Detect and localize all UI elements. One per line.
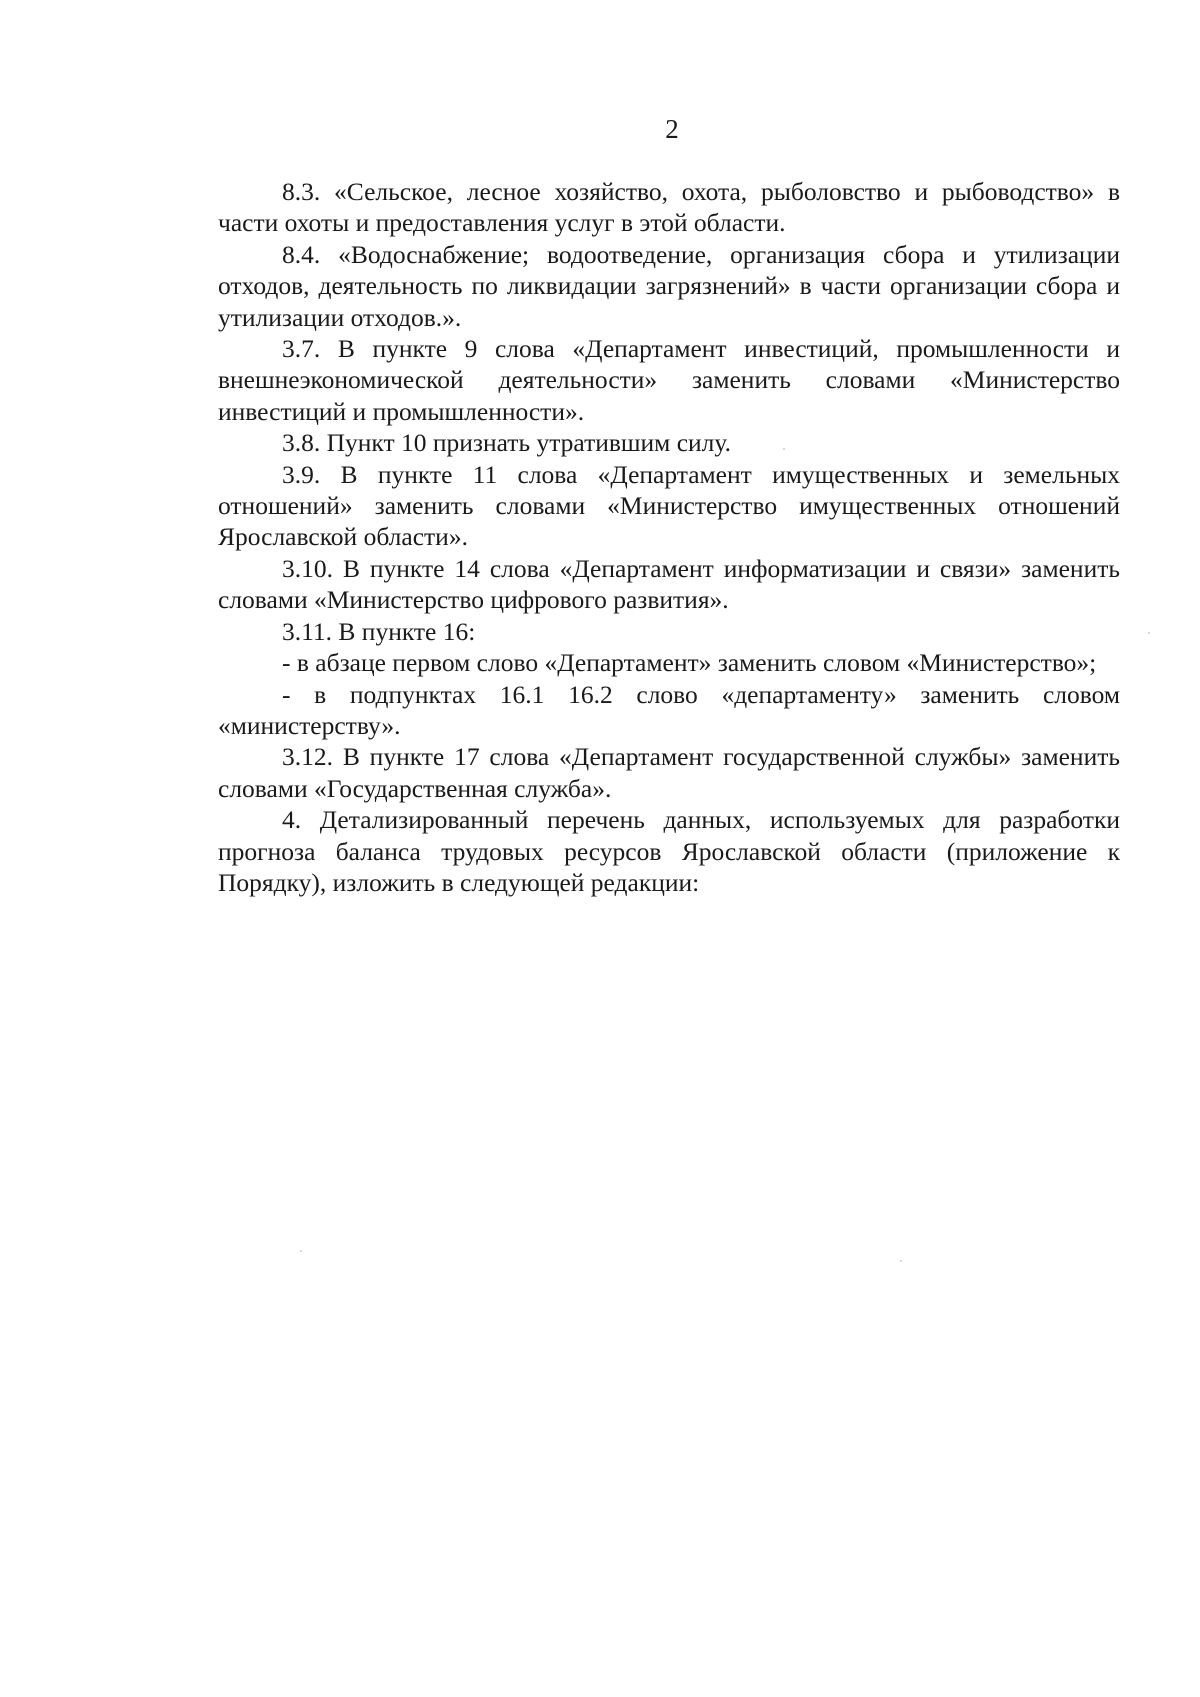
paragraph-3-9: 3.9. В пункте 11 слова «Департамент имущественных и земельных отношений» заменить словами «Министерство имущественных отношений Ярославской области». bbox=[218, 459, 1120, 552]
paragraph-8-3: 8.3. «Сельское, лесное хозяйство, охота, рыболовство и рыбоводство» в части охоты и предоставления услуг в этой области. bbox=[218, 177, 1120, 238]
document-body bbox=[218, 176, 1120, 898]
paragraph-8-4: 8.4. «Водоснабжение; водоотведение, организация сбора и утилизации отходов, деятельность по ликвидации загрязнений» в части организации сбора и утилизации отходов.». bbox=[218, 239, 1120, 332]
scan-speck bbox=[300, 1250, 302, 1252]
paragraph-3-7: 3.7. В пункте 9 слова «Департамент инвестиций, промышленности и внешнеэкономической деятельности» заменить словами «Министерство инвестиций и промышленности». bbox=[218, 334, 1120, 426]
paragraph-3-8: 3.8. Пункт 10 признать утратившим силу. bbox=[282, 428, 731, 458]
scan-speck bbox=[900, 1260, 902, 1262]
scan-speck bbox=[1148, 632, 1150, 634]
paragraph-3-12: 3.12. В пункте 17 слова «Департамент государственной службы» заменить словами «Государственная служба». bbox=[218, 742, 1120, 803]
page-number: 2 bbox=[665, 114, 679, 144]
paragraph-4: 4. Детализированный перечень данных, используемых для разработки прогноза баланса трудовых ресурсов Ярославской области (приложение к Порядку), изложить в следующей редакции: bbox=[218, 805, 1120, 897]
scan-speck bbox=[783, 448, 785, 450]
paragraph-3-11: 3.11. В пункте 16: bbox=[282, 616, 476, 646]
paragraph-3-11-dash-1: - в абзаце первом слово «Департамент» заменить словом «Министерство»; bbox=[282, 648, 1097, 678]
paragraph-3-11-dash-2: - в подпунктах 16.1 16.2 слово «департаменту» заменить словом «министерству». bbox=[218, 679, 1120, 740]
paragraph-3-10: 3.10. В пункте 14 слова «Департамент информатизации и связи» заменить словами «Министерство цифрового развития». bbox=[218, 553, 1120, 615]
